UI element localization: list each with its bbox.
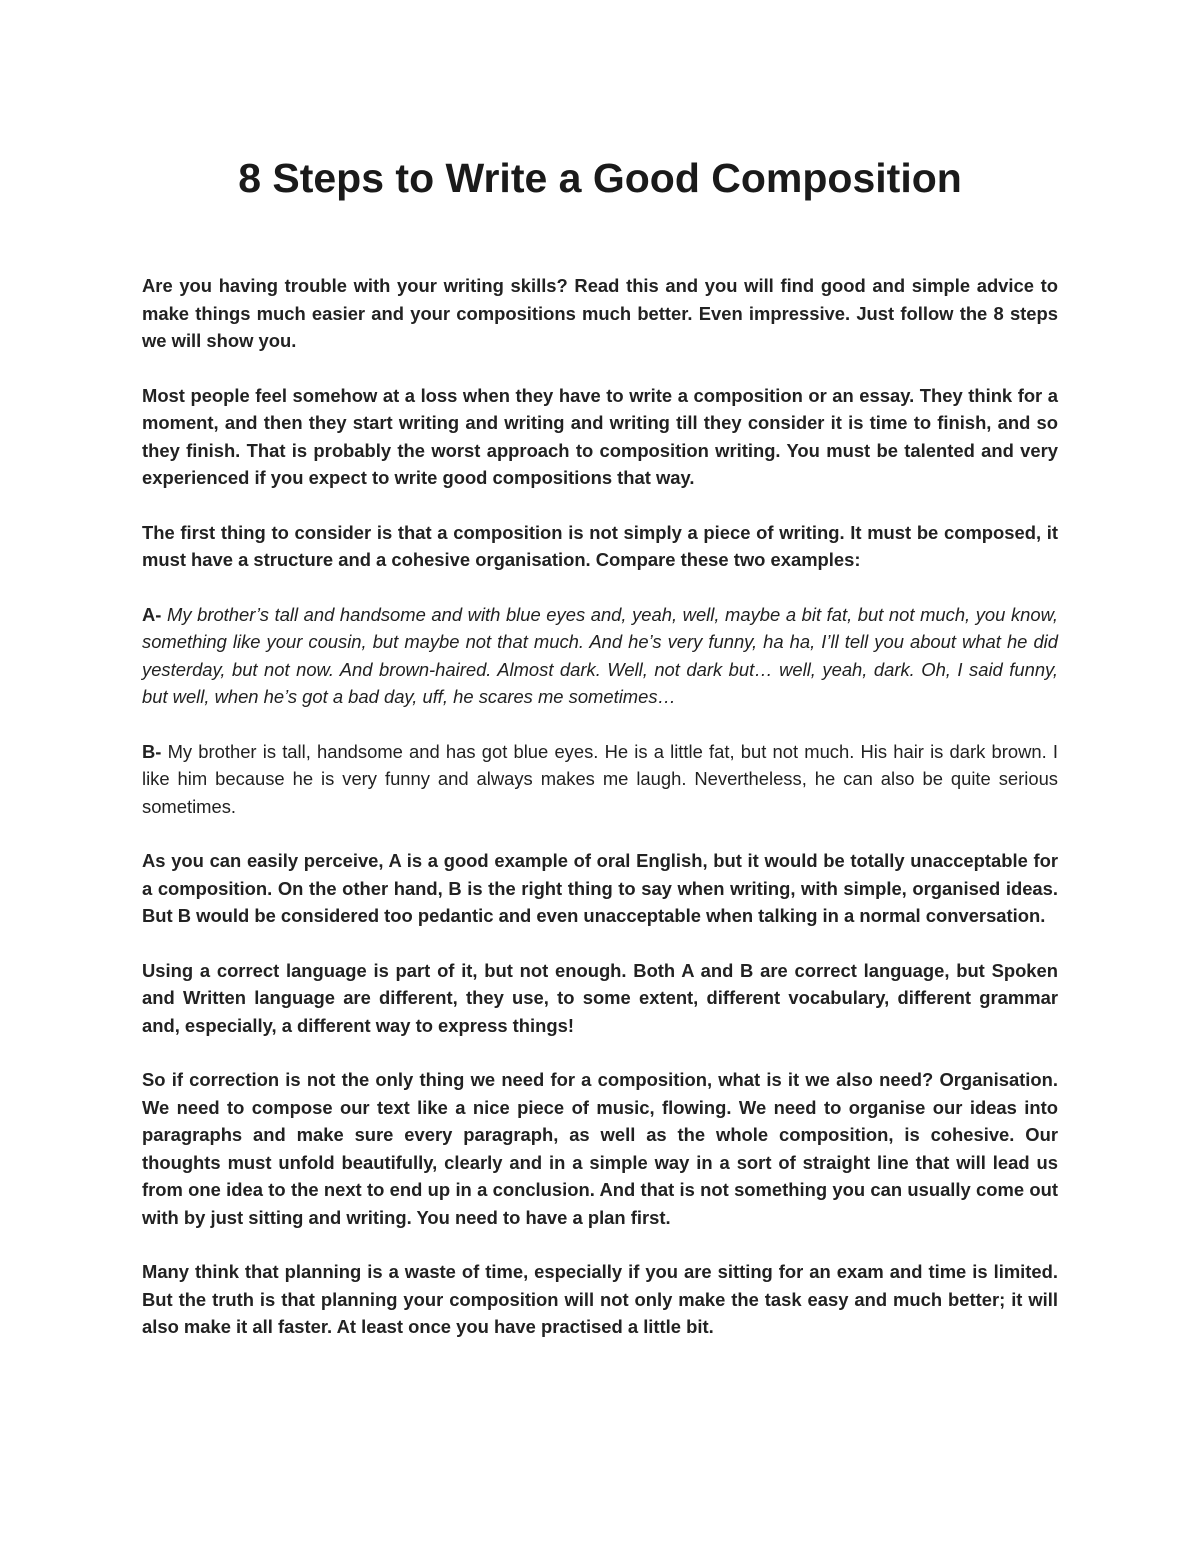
example-a [142,601,1058,711]
example-a-marker: A- [142,603,162,625]
example-b [142,738,1058,821]
paragraph-planning: Many think that planning is a waste of time, especially if you are sitting for an exam and time is limited. But the truth is that planning your composition will not only make the task easy and much better; it will also make it all faster. At least once you have practised a little bit. [142,1261,1058,1337]
paragraph-organisation: So if correction is not the only thing we need for a composition, what is it we also need? Organisation. We need to compose our text like a nice piece of music, flowing. We need to organise our ideas into paragraphs and make sure every paragraph, as well as the whole composition, is cohesive. Our thoughts must unfold beautifully, clearly and in a simple way in a sort of straight line that will lead us from one idea to the next to end up in a conclusion. And that is not something you can usually come out with by just sitting and writing. You need to have a plan first. [142,1069,1058,1228]
paragraph-structure: The first thing to consider is that a composition is not simply a piece of writing. It must be composed, it must have a structure and a cohesive organisation. Compare these two examples: [142,521,1058,570]
page-title: 8 Steps to Write a Good Composition [238,155,962,201]
paragraph-approach: Most people feel somehow at a loss when they have to write a composition or an essay. They think for a moment, and then they start writing and writing and writing till they consider it is time to finish, and so they finish. That is probably the worst approach to composition writing. You must be talented and very experienced if you expect to write good compositions that way. [142,384,1058,488]
example-b-marker: B- [142,740,162,762]
paragraph-language: Using a correct language is part of it, but not enough. Both A and B are correct language, but Spoken and Written language are different, they use, to some extent, different vocabulary, different grammar and, especially, a different way to express things! [142,959,1058,1036]
document-page [142,150,1058,1368]
example-a-text: My brother’s tall and handsome and with blue eyes and, yeah, well, maybe a bit fat, but not much, you know, something like your cousin, but maybe not that much. And he’s very funny, ha ha, I’ll tell you about what he did yesterday, but not now. And brown-haired. Almost dark. Well, not dark but… well, yeah, dark. Oh, I said funny, but well, when he’s got a bad day, uff, he scares me sometimes… [142,603,1058,707]
paragraph-comparison: As you can easily perceive, A is a good example of oral English, but it would be totally unacceptable for a composition. On the other hand, B is the right thing to say when writing, with simple, organised ideas. But B would be considered too pedantic and even unacceptable when talking in a normal conversation. [142,850,1058,926]
paragraph-intro: Are you having trouble with your writing skills? Read this and you will find good and simple advice to make things much easier and your compositions much better. Even impressive. Just follow the 8 steps we will show you. [142,275,1058,351]
example-b-text: My brother is tall, handsome and has got blue eyes. He is a little fat, but not much. His hair is dark brown. I like him because he is very funny and always makes me laugh. Nevertheless, he can also be quite serious sometimes. [142,740,1058,817]
